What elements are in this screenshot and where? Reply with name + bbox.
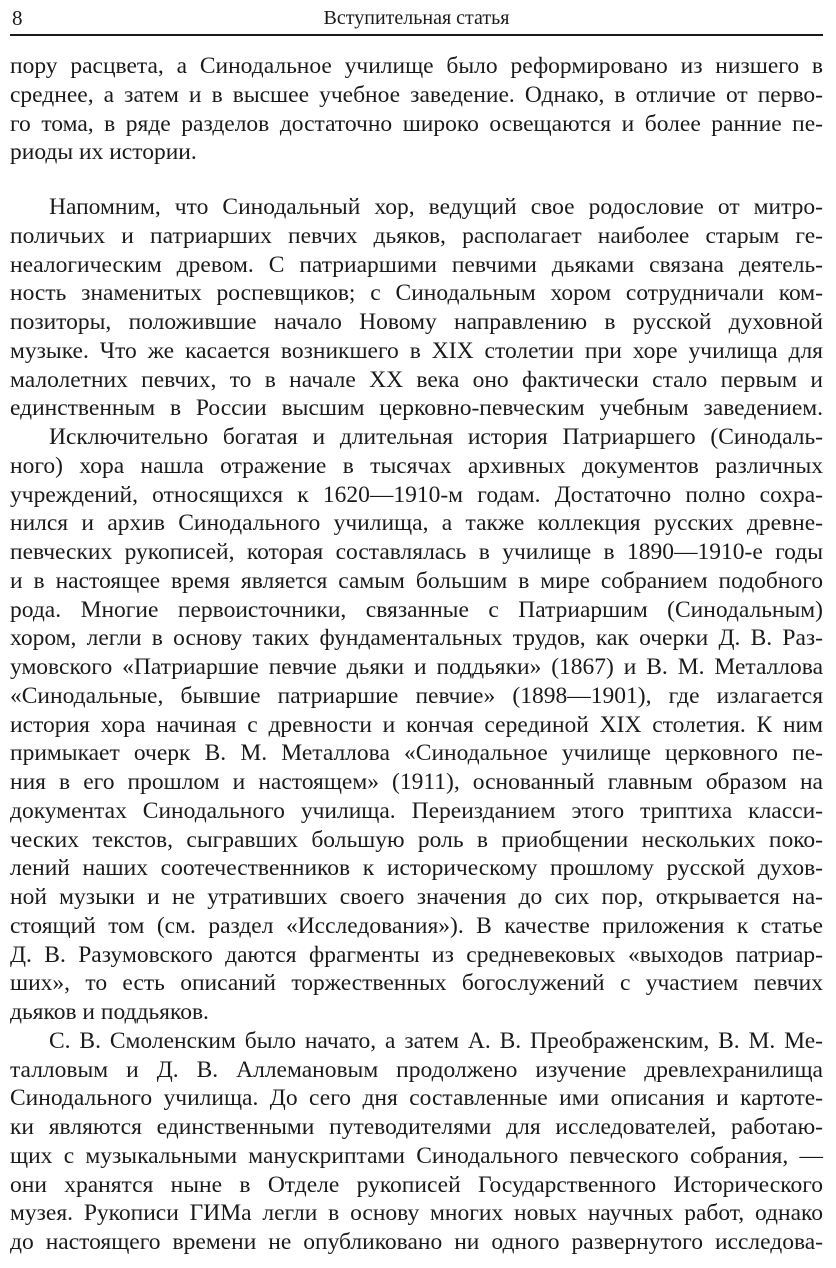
- text-line: до настоящего времени не опубликовано ни одного развернутого исследова-: [10, 1229, 823, 1255]
- text-line: ного) хора нашла отражение в тысячах архивных документов различных: [10, 452, 823, 479]
- text-line: Д. В. Разумовского даются фрагменты из средневековых «выходов патриар-: [10, 941, 823, 968]
- text-line: умовского «Патриаршие певчие дьяки и поддьяки» (1867) и В. М. Металлова: [10, 654, 823, 680]
- text-line: ческих текстов, сыгравших большую роль в приобщении нескольких поко-: [10, 826, 823, 853]
- text-line: документах Синодального училища. Переизданием этого триптиха класси-: [10, 797, 823, 824]
- text-line: щих с музыкальными манускриптами Синодального певческого собрания, —: [10, 1142, 823, 1169]
- text-line: малолетних певчих, то в начале XX века оно фактически стало первым и: [10, 366, 823, 393]
- paragraph-3: [10, 423, 823, 1027]
- text-line: музея. Рукописи ГИМа легли в основу многих новых научных работ, однако: [10, 1200, 823, 1227]
- text-line: нился и архив Синодального училища, а также коллекция русских древне-: [10, 510, 823, 537]
- text-line: примыкает очерк В. М. Металлова «Синодальное училище церковного пе-: [10, 740, 823, 767]
- paragraph-4: [10, 1027, 823, 1257]
- text-line: го тома, в ряде разделов достаточно широко освещаются и более ранние пе-: [10, 110, 823, 137]
- text-line: лений наших соотечественников к историческому прошлому русской духов-: [10, 855, 823, 882]
- running-title: Вступительная статья: [323, 7, 510, 29]
- text-line: С. В. Смоленским было начато, а затем А. В. Преображенским, В. М. Ме-: [49, 1027, 823, 1054]
- text-line: рода. Многие первоисточники, связанные с Патриаршим (Синодальным): [10, 596, 823, 623]
- text-line: ной музыки и не утративших своего значения до сих пор, открывается на-: [10, 884, 823, 910]
- paragraph-2: [10, 193, 823, 423]
- text-line: Синодального училища. До сего дня составленные ими описания и картоте-: [10, 1085, 823, 1112]
- text-line: и в настоящее время является самым большим в мире собранием подобного: [10, 567, 823, 594]
- text-line: риоды их истории.: [10, 139, 197, 166]
- text-line: пору расцвета, а Синодальное училище было реформировано из низшего в: [10, 53, 823, 79]
- text-line: «Синодальные, бывшие патриаршие певчие» (1898—1901), где излагается: [10, 682, 823, 709]
- text-line: единственным в России высшим церковно-певческим учебным заведением.: [10, 395, 823, 422]
- paragraph-1: [10, 52, 823, 167]
- text-line: ность знаменитых роспевщиков; с Синодальным хором сотрудничали ком-: [10, 280, 823, 307]
- text-line: Напомним, что Синодальный хор, ведущий свое родословие от митро-: [49, 194, 823, 220]
- text-line: среднее, а затем и в высшее учебное заведение. Однако, в отличие от перво-: [10, 81, 823, 108]
- text-line: ки являются единственными путеводителями для исследователей, работаю-: [10, 1114, 823, 1140]
- text-line: хором, легли в основу таких фундаментальных трудов, как очерки Д. В. Раз-: [10, 625, 823, 652]
- text-line: певческих рукописей, которая составлялась в училище в 1890—1910-е годы: [10, 539, 823, 565]
- body-text: [10, 52, 823, 1257]
- text-line: история хора начиная с древности и кончая серединой XIX столетия. К ним: [10, 711, 823, 738]
- text-line: поличьих и патриарших певчих дьяков, располагает наиболее старым ге-: [10, 222, 823, 249]
- text-line: позиторы, положившие начало Новому направлению в русской духовной: [10, 309, 823, 335]
- page-header: [10, 0, 823, 36]
- text-line: стоящий том (см. раздел «Исследования»). В качестве приложения к статье: [10, 912, 823, 939]
- text-line: неалогическим древом. С патриаршими певчими дьяками связана деятель-: [10, 251, 823, 278]
- text-line: Исключительно богатая и длительная история Патриаршего (Синодаль-: [49, 424, 823, 450]
- paragraph-gap: [10, 167, 823, 193]
- text-line: ния в его прошлом и настоящем» (1911), основанный главным образом на: [10, 769, 823, 795]
- page-number: 8: [12, 6, 23, 30]
- text-line: талловым и Д. В. Аллемановым продолжено изучение древлехранилища: [10, 1056, 823, 1083]
- text-line: музыке. Что же касается возникшего в XIX столетии при хоре училища для: [10, 337, 823, 364]
- text-line: учреждений, относящихся к 1620—1910-м годам. Достаточно полно сохра-: [10, 481, 823, 508]
- text-line: дьяков и поддьяков.: [10, 999, 209, 1025]
- text-line: ших», то есть описаний торжественных богослужений с участием певчих: [10, 970, 823, 997]
- header-rule: [10, 34, 823, 36]
- text-line: они хранятся ныне в Отделе рукописей Государственного Исторического: [10, 1171, 823, 1198]
